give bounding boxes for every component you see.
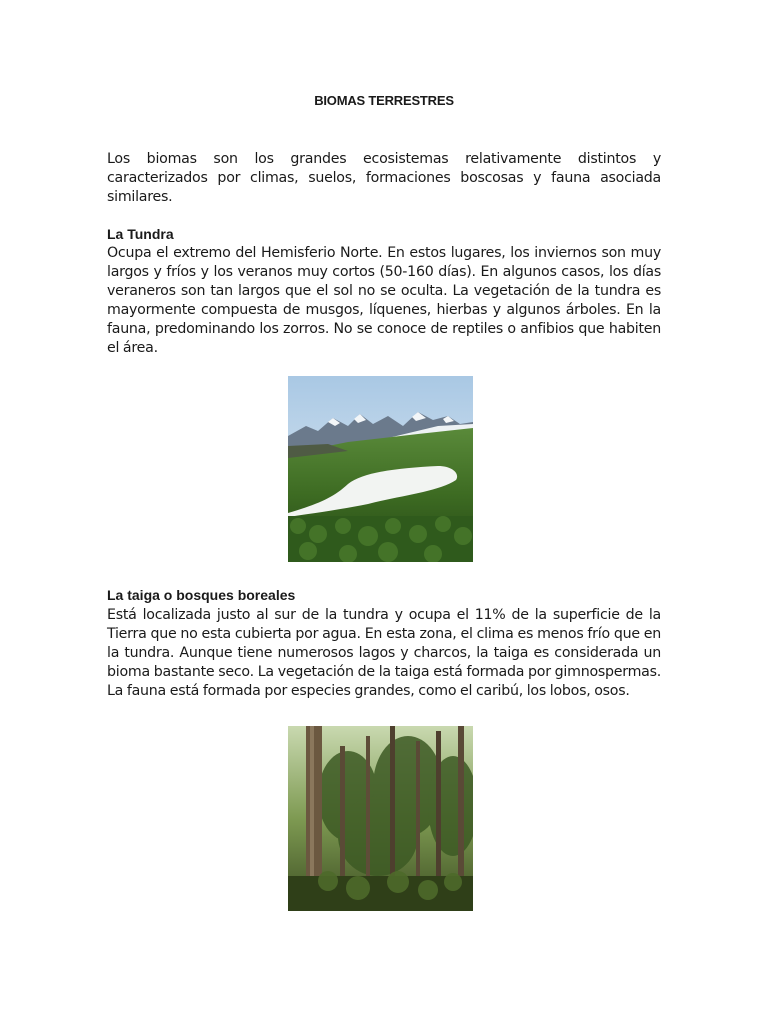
section-heading-taiga: La taiga o bosques boreales <box>107 587 296 603</box>
taiga-photo <box>288 726 473 911</box>
tundra-photo <box>288 376 473 562</box>
section-body-tundra: Ocupa el extremo del Hemisferio Norte. En estos lugares, los inviernos son muy largos y fríos y los veranos muy cortos (50-160 días). En algunos casos, los días veraneros son tan largos que el sol no se oculta. La vegetación de la tundra es mayormente compuesta de musgos, líquenes, hierbas y algunos árboles. En la fauna, predominando los zorros. No se conoce de reptiles o anfibios que habiten el área. <box>107 245 661 356</box>
intro-paragraph: Los biomas son los grandes ecosistemas relativamente distintos y caracterizados por climas, suelos, formaciones boscosas y fauna asociada similares. <box>107 151 661 205</box>
document-title: BIOMAS TERRESTRES <box>314 93 454 108</box>
section-body-taiga: Está localizada justo al sur de la tundra y ocupa el 11% de la superficie de la Tierra que no esta cubierta por agua. En esta zona, el clima es menos frío que en la tundra. Aunque tiene numerosos lagos y charcos, la taiga es considerada un bioma bastante seco. La vegetación de la taiga está formada por gimnospermas. La fauna está formada por especies grandes, como el caribú, los lobos, osos. <box>107 607 661 699</box>
section-heading-tundra: La Tundra <box>107 226 174 242</box>
